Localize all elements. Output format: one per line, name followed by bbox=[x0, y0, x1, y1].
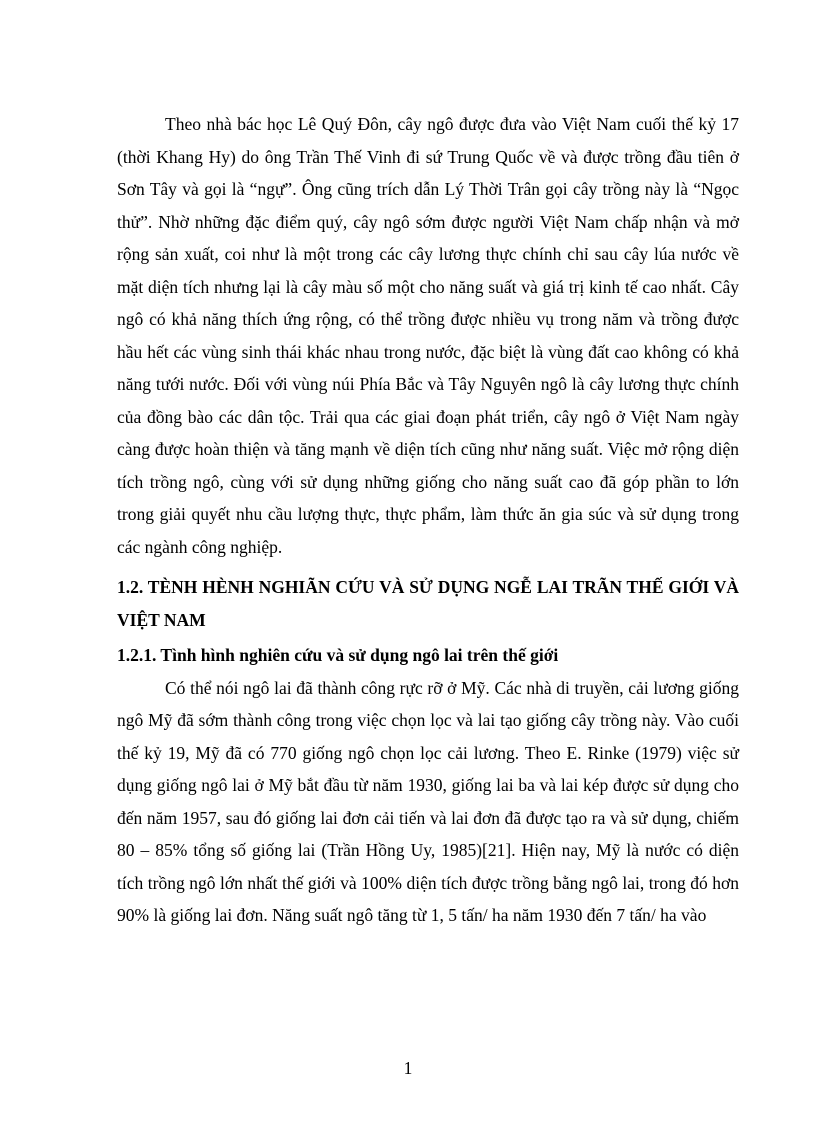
page-number: 1 bbox=[403, 1058, 413, 1078]
paragraph-hybrid-maize-usa: Có thể nói ngô lai đã thành công rực rỡ ở Mỹ. Các nhà di truyền, cải lương giống ngô Mỹ đã sớm thành công trong việc chọn lọc và lai tạo giống cây trồng này. Vào cuối thế kỷ 19, Mỹ đã có 770 giống ngô chọn lọc cải lương. Theo E. Rinke (1979) việc sử dụng giống ngô lai ở Mỹ bắt đầu từ năm 1930, giống lai ba và lai kép được sử dụng cho đến năm 1957, sau đó giống lai đơn cải tiến và lai đơn đã được tạo ra và sử dụng, chiếm 80 – 85% tổng số giống lai (Trần Hồng Uy, 1985)[21]. Hiện nay, Mỹ là nước có diện tích trồng ngô lớn nhất thế giới và 100% diện tích được trồng bằng ngô lai, trong đó hơn 90% là giống lai đơn. Năng suất ngô tăng từ 1, 5 tấn/ ha năm 1930 đến 7 tấn/ ha vào bbox=[117, 677, 739, 925]
document-page bbox=[117, 108, 739, 932]
section-heading-1-2: 1.2. TÈNH HÈNH NGHIÃN CỨU VÀ SỬ DỤNG NGỄ LAI TRÃN THẾ GIỚI VÀ VIỆT NAM bbox=[117, 577, 739, 630]
paragraph-history-of-maize: Theo nhà bác học Lê Quý Đôn, cây ngô được đưa vào Việt Nam cuối thế kỷ 17 (thời Khang Hy) do ông Trần Thế Vinh đi sứ Trung Quốc về và được trồng đầu tiên ở Sơn Tây và gọi là “ngự”. Ông cũng trích dẫn Lý Thời Trân gọi cây trồng này là “Ngọc thử”. Nhờ những đặc điểm quý, cây ngô sớm được người Việt Nam chấp nhận và mở rộng sản xuất, coi như là một trong các cây lương thực chính chỉ sau cây lúa nước về mặt diện tích nhưng lại là cây màu số một cho năng suất và giá trị kinh tế cao nhất. Cây ngô có khả năng thích ứng rộng, có thể trồng được nhiều vụ trong năm và trồng được hầu hết các vùng sinh thái khác nhau trong nước, đặc biệt là vùng đất cao không có khả năng tưới nước. Đối với vùng núi Phía Bắc và Tây Nguyên ngô là cây lương thực chính của đồng bào các dân tộc. Trải qua các giai đoạn phát triển, cây ngô ở Việt Nam ngày càng được hoàn thiện và tăng mạnh về diện tích cũng như năng suất. Việc mở rộng diện tích trồng ngô, cùng với sử dụng những giống cho năng suất cao đã góp phần to lớn trong giải quyết nhu cầu lượng thực, thực phẩm, làm thức ăn gia súc và sử dụng trong các ngành công nghiệp. bbox=[117, 114, 739, 557]
subsection-heading-1-2-1: 1.2.1. Tình hình nghiên cứu và sử dụng ngô lai trên thế giới bbox=[117, 645, 559, 665]
